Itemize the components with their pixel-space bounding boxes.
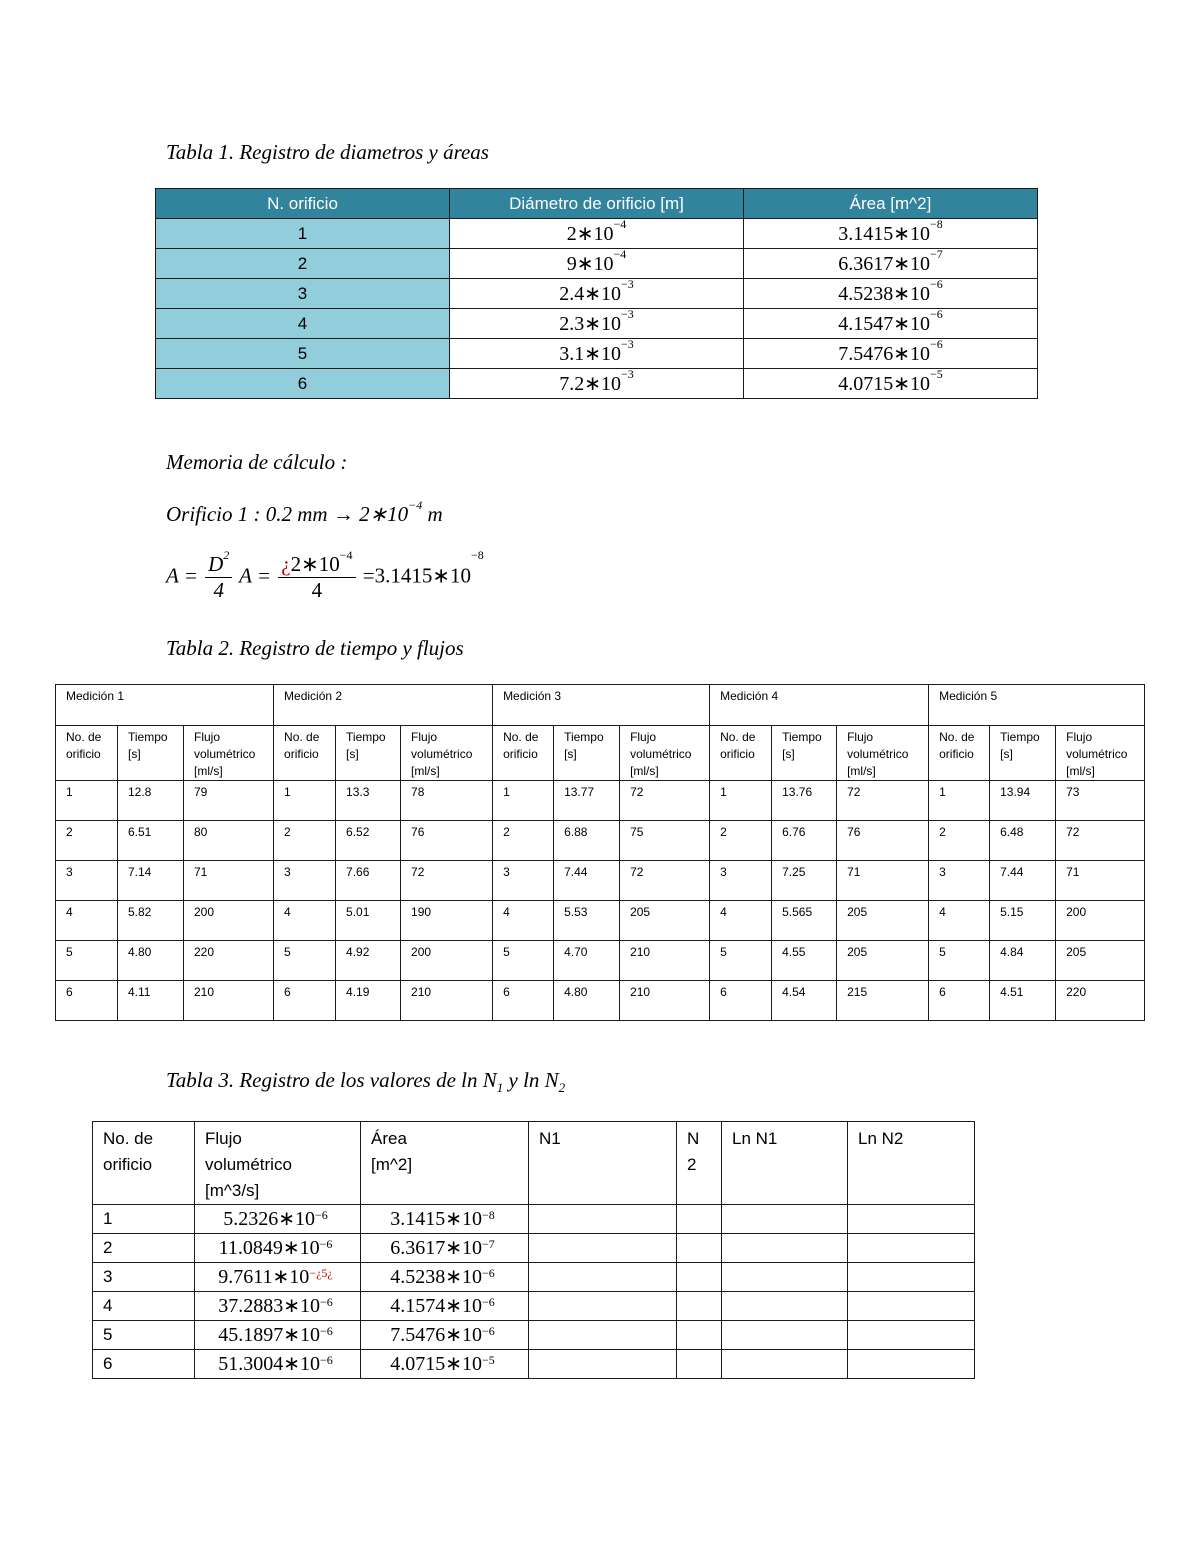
flujo-col-header: Flujo volumétrico [ml/s] [837, 726, 929, 781]
orificio-number: 5 [93, 1321, 195, 1350]
table3-header-row [93, 1122, 975, 1205]
table-cell: 13.94 [990, 781, 1056, 821]
fraction-d2-over-4: $\frac{D^2}{4}$ [205, 552, 232, 603]
table-cell: 4 [56, 901, 118, 941]
table-cell: 5.565 [772, 901, 837, 941]
table-cell: 190 [401, 901, 493, 941]
orificio-number: 4 [93, 1292, 195, 1321]
area-value: $3.1415∗10^{-8}$ [744, 219, 1038, 249]
table-cell: 1 [493, 781, 554, 821]
memoria-area-formula: A = $\frac{D^2}{4}$ A = $\frac{¿2∗10^{-4}}{4}$ $=3.1415∗10^{-8}$ [166, 548, 484, 602]
table-cell: 3 [274, 861, 336, 901]
table-cell: 4 [274, 901, 336, 941]
table-cell: 210 [401, 981, 493, 1021]
n2-cell [677, 1292, 722, 1321]
table-row [156, 339, 1038, 369]
table-cell: 4 [929, 901, 990, 941]
table-cell: 220 [184, 941, 274, 981]
table-cell: 4.54 [772, 981, 837, 1021]
area-value: $3.1415∗10^{-8}$ [361, 1205, 529, 1234]
table-row [93, 1234, 975, 1263]
table-cell: 6 [493, 981, 554, 1021]
diametro-value: $2∗10^{-4}$ [450, 219, 744, 249]
table-row [93, 1350, 975, 1379]
table-row [56, 941, 1145, 981]
table-cell: 2 [493, 821, 554, 861]
orificio-col-header: No. de orificio [710, 726, 772, 781]
area-value: $4.5238∗10^{-6}$ [744, 279, 1038, 309]
table-cell: 4.80 [554, 981, 620, 1021]
table-row [93, 1321, 975, 1350]
n1-cell [529, 1321, 677, 1350]
table-row [56, 821, 1145, 861]
table1-header-orificio: N. orificio [156, 189, 450, 219]
table-cell: 1 [710, 781, 772, 821]
table-cell: 6.52 [336, 821, 401, 861]
area-value: $4.0715∗10^{-5}$ [744, 369, 1038, 399]
area-value: $6.3617∗10^{-7}$ [361, 1234, 529, 1263]
ln-n1-cell [722, 1350, 848, 1379]
medicion-5-header: Medición 5 [929, 685, 1145, 726]
table-row [156, 369, 1038, 399]
table-cell: 72 [401, 861, 493, 901]
ln-n2-cell [848, 1350, 975, 1379]
tiempo-col-header: Tiempo [s] [990, 726, 1056, 781]
table-cell: 6.76 [772, 821, 837, 861]
table1-header-row [156, 189, 1038, 219]
table-cell: 72 [837, 781, 929, 821]
n1-cell [529, 1263, 677, 1292]
orificio-number: 2 [93, 1234, 195, 1263]
table-cell: 4.11 [118, 981, 184, 1021]
flujo-col-header: Flujo volumétrico [ml/s] [401, 726, 493, 781]
table-cell: 4.19 [336, 981, 401, 1021]
memoria-line-1: Orificio 1 : 0.2 mm → $2∗10^{-4}$ m [166, 498, 443, 526]
table-cell: 5 [493, 941, 554, 981]
table2-caption: Tabla 2. Registro de tiempo y flujos [166, 636, 464, 660]
orificio-number: 6 [93, 1350, 195, 1379]
n1-cell [529, 1234, 677, 1263]
table-cell: 71 [1056, 861, 1145, 901]
table-cell: 5.53 [554, 901, 620, 941]
diametro-value: $3.1∗10^{-3}$ [450, 339, 744, 369]
table-cell: 3 [493, 861, 554, 901]
ln-n1-cell [722, 1205, 848, 1234]
area-value: $4.0715∗10^{-5}$ [361, 1350, 529, 1379]
fraction-substitution: $\frac{¿2∗10^{-4}}{4}$ [278, 552, 355, 603]
table-cell: 205 [837, 901, 929, 941]
table1-header-diametro: Diámetro de orificio [m] [450, 189, 744, 219]
ln-n2-cell [848, 1205, 975, 1234]
orificio-number: 3 [156, 279, 450, 309]
table-cell: 220 [1056, 981, 1145, 1021]
table-cell: 7.14 [118, 861, 184, 901]
table-cell: 13.77 [554, 781, 620, 821]
table-cell: 205 [837, 941, 929, 981]
table1-header-area: Área [m^2] [744, 189, 1038, 219]
table-cell: 6 [710, 981, 772, 1021]
orificio-number: 5 [156, 339, 450, 369]
table-row [156, 249, 1038, 279]
table-cell: 2 [929, 821, 990, 861]
ln-n2-col-header: Ln N2 [848, 1122, 975, 1205]
n2-cell [677, 1321, 722, 1350]
ln-n1-cell [722, 1321, 848, 1350]
table-row [93, 1292, 975, 1321]
table-cell: 13.76 [772, 781, 837, 821]
orificio-col-header: No. de orificio [274, 726, 336, 781]
tiempo-col-header: Tiempo [s] [336, 726, 401, 781]
table-cell: 13.3 [336, 781, 401, 821]
table-cell: 6 [929, 981, 990, 1021]
table-row [156, 309, 1038, 339]
medicion-1-header: Medición 1 [56, 685, 274, 726]
flujo-value: $9.7611∗10^{-¿5¿}$ [195, 1263, 361, 1292]
n1-cell [529, 1350, 677, 1379]
table-row [56, 861, 1145, 901]
area-value: $7.5476∗10^{-6}$ [744, 339, 1038, 369]
table-cell: 6.51 [118, 821, 184, 861]
table-cell: 7.25 [772, 861, 837, 901]
table-row [156, 279, 1038, 309]
area-value: $7.5476∗10^{-6}$ [361, 1321, 529, 1350]
orificio-number: 3 [93, 1263, 195, 1292]
table-cell: 1 [929, 781, 990, 821]
flujo-col-header: Flujo volumétrico [m^3/s] [195, 1122, 361, 1205]
table-cell: 4.80 [118, 941, 184, 981]
ln-n2-cell [848, 1234, 975, 1263]
flujo-col-header: Flujo volumétrico [ml/s] [184, 726, 274, 781]
n1-cell [529, 1205, 677, 1234]
table-cell: 5 [710, 941, 772, 981]
orificio-number: 2 [156, 249, 450, 279]
table-cell: 5.15 [990, 901, 1056, 941]
diametro-value: $7.2∗10^{-3}$ [450, 369, 744, 399]
area-value: $4.1574∗10^{-6}$ [361, 1292, 529, 1321]
orificio-number: 4 [156, 309, 450, 339]
table-cell: 210 [620, 981, 710, 1021]
table-cell: 72 [620, 861, 710, 901]
ln-n1-cell [722, 1263, 848, 1292]
orificio-col-header: No. de orificio [56, 726, 118, 781]
table-cell: 5 [929, 941, 990, 981]
table-cell: 6 [56, 981, 118, 1021]
flujo-value: $37.2883∗10^{-6}$ [195, 1292, 361, 1321]
ln-n1-cell [722, 1234, 848, 1263]
table2-header-row [56, 726, 1145, 781]
table-cell: 4 [710, 901, 772, 941]
medicion-3-header: Medición 3 [493, 685, 710, 726]
table-cell: 5.01 [336, 901, 401, 941]
table-cell: 80 [184, 821, 274, 861]
table-cell: 200 [184, 901, 274, 941]
table-row [56, 781, 1145, 821]
table-row [156, 219, 1038, 249]
table-cell: 210 [184, 981, 274, 1021]
table-cell: 205 [1056, 941, 1145, 981]
table-cell: 215 [837, 981, 929, 1021]
table-cell: 7.44 [990, 861, 1056, 901]
table-cell: 200 [401, 941, 493, 981]
table-cell: 78 [401, 781, 493, 821]
table-cell: 76 [401, 821, 493, 861]
table-cell: 200 [1056, 901, 1145, 941]
table1-caption: Tabla 1. Registro de diametros y áreas [166, 140, 489, 164]
ln-n2-cell [848, 1263, 975, 1292]
table-cell: 2 [56, 821, 118, 861]
table-cell: 3 [710, 861, 772, 901]
table-row [93, 1205, 975, 1234]
area-value: $6.3617∗10^{-7}$ [744, 249, 1038, 279]
ln-n1-col-header: Ln N1 [722, 1122, 848, 1205]
n1-cell [529, 1292, 677, 1321]
table-cell: 7.44 [554, 861, 620, 901]
table-row [93, 1263, 975, 1292]
n2-cell [677, 1263, 722, 1292]
table-cell: 79 [184, 781, 274, 821]
table-row [56, 901, 1145, 941]
area-value: $4.1547∗10^{-6}$ [744, 309, 1038, 339]
table-row [56, 981, 1145, 1021]
table-cell: 76 [837, 821, 929, 861]
flujo-col-header: Flujo volumétrico [ml/s] [620, 726, 710, 781]
table-cell: 1 [56, 781, 118, 821]
table-cell: 205 [620, 901, 710, 941]
medicion-4-header: Medición 4 [710, 685, 929, 726]
memoria-title: Memoria de cálculo : [166, 450, 348, 474]
n2-cell [677, 1350, 722, 1379]
table-cell: 71 [184, 861, 274, 901]
ln-n2-cell [848, 1321, 975, 1350]
flujo-value: $45.1897∗10^{-6}$ [195, 1321, 361, 1350]
medicion-2-header: Medición 2 [274, 685, 493, 726]
table-cell: 72 [1056, 821, 1145, 861]
n2-cell [677, 1205, 722, 1234]
table-cell: 6 [274, 981, 336, 1021]
table-cell: 12.8 [118, 781, 184, 821]
orificio-number: 6 [156, 369, 450, 399]
flujo-value: $5.2326∗10^{-6}$ [195, 1205, 361, 1234]
n1-col-header: N1 [529, 1122, 677, 1205]
flujo-value: $51.3004∗10^{-6}$ [195, 1350, 361, 1379]
orificio-number: 1 [156, 219, 450, 249]
table-cell: 4.70 [554, 941, 620, 981]
table-cell: 5.82 [118, 901, 184, 941]
table-cell: 7.66 [336, 861, 401, 901]
table-cell: 4.51 [990, 981, 1056, 1021]
table-cell: 72 [620, 781, 710, 821]
flujo-col-header: Flujo volumétrico [ml/s] [1056, 726, 1145, 781]
orificio-col-header: No. de orificio [93, 1122, 195, 1205]
orificio-col-header: No. de orificio [493, 726, 554, 781]
table-cell: 73 [1056, 781, 1145, 821]
tiempo-col-header: Tiempo [s] [118, 726, 184, 781]
table-cell: 4.92 [336, 941, 401, 981]
table-cell: 5 [274, 941, 336, 981]
table-cell: 210 [620, 941, 710, 981]
n2-cell [677, 1234, 722, 1263]
diametro-value: $2.4∗10^{-3}$ [450, 279, 744, 309]
table-cell: 6.48 [990, 821, 1056, 861]
table-cell: 2 [274, 821, 336, 861]
table-cell: 4.84 [990, 941, 1056, 981]
area-value: $4.5238∗10^{-6}$ [361, 1263, 529, 1292]
table-cell: 3 [929, 861, 990, 901]
tiempo-col-header: Tiempo [s] [772, 726, 837, 781]
ln-n1-cell [722, 1292, 848, 1321]
diametro-value: $2.3∗10^{-3}$ [450, 309, 744, 339]
area-col-header: Área [m^2] [361, 1122, 529, 1205]
table-cell: 4.55 [772, 941, 837, 981]
table2-group-row [56, 685, 1145, 726]
table-cell: 4 [493, 901, 554, 941]
n2-col-header: N 2 [677, 1122, 722, 1205]
orificio-col-header: No. de orificio [929, 726, 990, 781]
tiempo-col-header: Tiempo [s] [554, 726, 620, 781]
table-cell: 71 [837, 861, 929, 901]
table1 [155, 188, 1038, 399]
table-cell: 6.88 [554, 821, 620, 861]
table-cell: 3 [56, 861, 118, 901]
table-cell: 2 [710, 821, 772, 861]
table2 [55, 684, 1145, 1021]
table-cell: 1 [274, 781, 336, 821]
table3-caption: Tabla 3. Registro de los valores de $\ln N_1$ y $\ln N_2$ [166, 1068, 566, 1096]
orificio-number: 1 [93, 1205, 195, 1234]
table-cell: 75 [620, 821, 710, 861]
table-cell: 5 [56, 941, 118, 981]
table3 [92, 1121, 975, 1379]
ln-n2-cell [848, 1292, 975, 1321]
diametro-value: $9∗10^{-4}$ [450, 249, 744, 279]
flujo-value: $11.0849∗10^{-6}$ [195, 1234, 361, 1263]
